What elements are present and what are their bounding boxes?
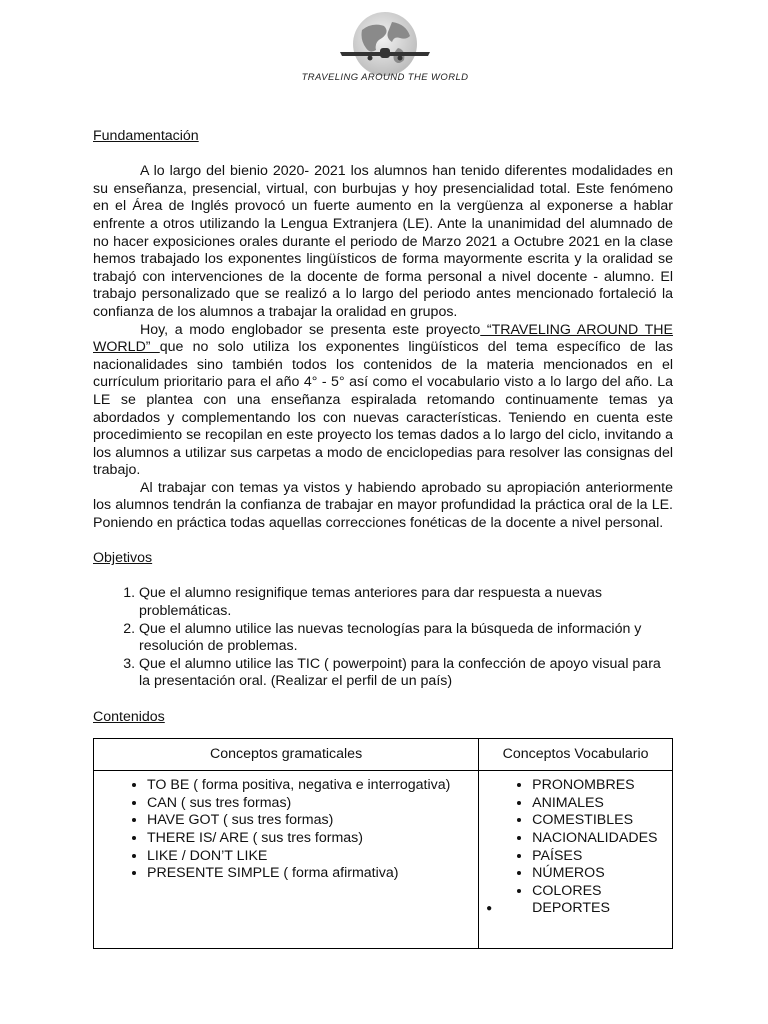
table-cell (479, 771, 673, 949)
list-item: • COLORES (532, 883, 671, 901)
list-item: 1. Que el alumno resignifique temas anteriores para dar respuesta a nuevas problemáticas. (139, 585, 673, 620)
paragraph: Al trabajar con temas ya vistos y habiendo aprobado su apropiación anteriormente los alumnos tendrán la confianza de trabajar en mayor profundidad la práctica oral de la LE. Poniendo en práctica todas aquellas correcciones fonéticas de la docente a nivel personal. (93, 479, 673, 532)
table-header: Conceptos gramaticales (94, 739, 479, 771)
list-item: • PRESENTE SIMPLE ( forma afirmativa) (147, 865, 477, 883)
contents-table (93, 738, 673, 949)
list-item: • COMESTIBLES (532, 812, 671, 830)
vocabulary-list (480, 777, 671, 918)
grammar-list (95, 777, 477, 883)
paragraph-text: que no solo utiliza los exponentes lingüísticos del tema específico de las nacionalidades sino también todos los contenidos de la materia mencionados en el currículum prioritario para el año 4° - 5° así como el vocabulario visto a lo largo del año. La LE se plantea con una enseñanza espiralada retomando continuamente temas ya abordados y complementando los con nuevas características. Teniendo en cuenta este procedimiento se recopilan en este proyecto los temas dados a lo largo del ciclo, invitando a los alumnos a utilizar sus carpetas a modo de enciclopedias para resolver las consignas del trabajo. (93, 339, 673, 479)
list-item: • LIKE / DON’T LIKE (147, 848, 477, 866)
table-cell (94, 771, 479, 949)
document-body (93, 128, 673, 949)
paragraph (93, 322, 673, 480)
list-item: • TO BE ( forma positiva, negativa e interrogativa) (147, 777, 477, 795)
list-item: • NÚMEROS (532, 865, 671, 883)
list-item: • ANIMALES (532, 795, 671, 813)
list-item: • PAÍSES (532, 848, 671, 866)
list-item: 3. Que el alumno utilice las TIC ( powerpoint) para la confección de apoyo visual para la presentación oral. (Realizar el perfil de un país) (139, 656, 673, 691)
section-title-objetivos: Objetivos (93, 550, 153, 567)
section-title-fundamentacion: Fundamentación (93, 128, 199, 144)
list-item: • CAN ( sus tres formas) (147, 795, 477, 813)
list-item: • NACIONALIDADES (532, 830, 671, 848)
list-item: • THERE IS/ ARE ( sus tres formas) (147, 830, 477, 848)
logo-text: TRAVELING AROUND THE WORLD (301, 72, 469, 83)
list-item: • PRONOMBRES (532, 777, 671, 795)
table-header: Conceptos Vocabulario (479, 739, 673, 771)
section-title-contenidos: Contenidos (93, 708, 165, 725)
list-item: 2. Que el alumno utilice las nuevas tecnologías para la búsqueda de información y resolución de problemas. (139, 621, 673, 656)
paragraph: A lo largo del bienio 2020- 2021 los alumnos han tenido diferentes modalidades en su enseñanza, presencial, virtual, con burbujas y hoy presencialidad total. Este fenómeno en el Área de Inglés provocó un fuerte aumento en la vergüenza al exponerse a hablar enfrente a otros utilizando la Lengua Extranjera (LE). Ante la unanimidad del alumnado de no hacer exposiciones orales durante el periodo de Marzo 2021 a Octubre 2021 en la clase hemos trabajado los exponentes lingüísticos de forma mayormente escrita y la oralidad se trabajó con intervenciones de la docente de forma personal a nivel docente - alumno. El trabajo personalizado que se realizó a lo largo del periodo antes mencionado fortaleció la confianza de los alumnos a trabajar la oralidad en grupos. (93, 163, 673, 320)
paragraph-text: Hoy, a modo englobador se presenta este proyecto (140, 321, 481, 338)
list-item: • HAVE GOT ( sus tres formas) (147, 812, 477, 830)
project-title: “TRAVELING AROUND THE WORLD” (93, 321, 673, 356)
list-item: ● DEPORTES (532, 900, 671, 918)
objectives-list (93, 585, 673, 691)
